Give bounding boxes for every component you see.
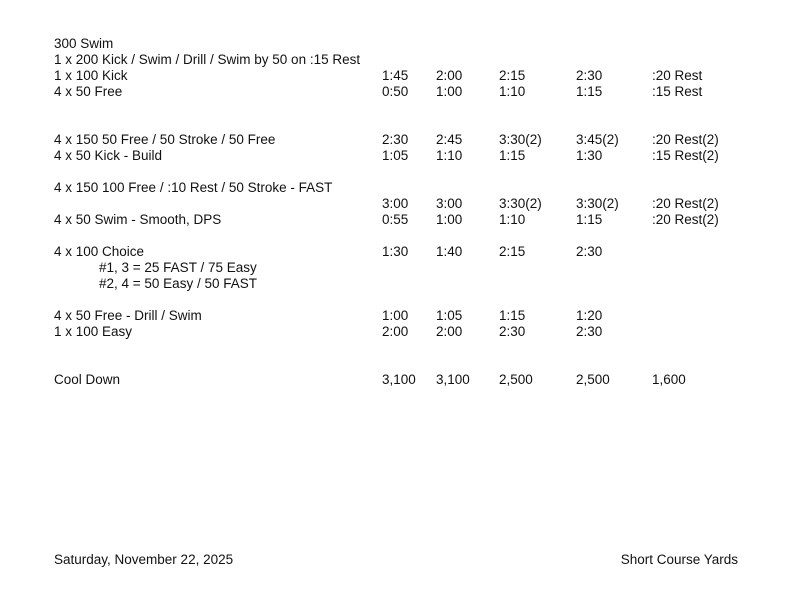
interval-col-1: 0:55	[382, 212, 409, 227]
row-description: 4 x 150 50 Free / 50 Stroke / 50 Free	[54, 132, 276, 147]
interval-col-4: 1:15	[576, 84, 603, 99]
interval-col-1: 1:45	[382, 68, 409, 83]
interval-col-3: 1:10	[499, 84, 526, 99]
interval-col-2: 2:00	[436, 68, 463, 83]
row-description: #1, 3 = 25 FAST / 75 Easy	[99, 260, 257, 275]
workout-row	[0, 212, 792, 228]
row-description: 4 x 50 Swim - Smooth, DPS	[54, 212, 222, 227]
workout-row	[0, 180, 792, 196]
interval-col-2: 2:45	[436, 132, 463, 147]
interval-col-2: 3:00	[436, 196, 463, 211]
workout-row	[0, 36, 792, 52]
interval-col-3: 3:30(2)	[499, 132, 542, 147]
row-description: 4 x 50 Free - Drill / Swim	[54, 308, 202, 323]
workout-row	[0, 324, 792, 340]
workout-row	[0, 244, 792, 260]
interval-col-3: 2:30	[499, 324, 526, 339]
interval-col-4: 1:20	[576, 308, 603, 323]
row-description: 4 x 150 100 Free / :10 Rest / 50 Stroke - FAST	[54, 180, 333, 195]
total-col-4: 2,500	[576, 372, 610, 387]
interval-col-1: 1:00	[382, 308, 409, 323]
interval-col-5: :20 Rest(2)	[652, 212, 719, 227]
interval-col-5: :15 Rest(2)	[652, 148, 719, 163]
row-description: 4 x 50 Kick - Build	[54, 148, 163, 163]
interval-col-2: 1:05	[436, 308, 463, 323]
total-col-1: 3,100	[382, 372, 416, 387]
workout-row	[0, 196, 792, 212]
workout-row	[0, 148, 792, 164]
interval-col-3: 3:30(2)	[499, 196, 542, 211]
row-description: #2, 4 = 50 Easy / 50 FAST	[99, 276, 257, 291]
interval-col-4: 2:30	[576, 324, 603, 339]
row-description: 300 Swim	[54, 36, 114, 51]
interval-col-2: 1:00	[436, 84, 463, 99]
interval-col-3: 2:15	[499, 244, 526, 259]
row-description: 4 x 50 Free	[54, 84, 123, 99]
interval-col-5: :20 Rest(2)	[652, 196, 719, 211]
row-description: 1 x 100 Kick	[54, 68, 128, 83]
interval-col-1: 2:00	[382, 324, 409, 339]
interval-col-4: 3:45(2)	[576, 132, 619, 147]
interval-col-1: 0:50	[382, 84, 409, 99]
footer-course-type: Short Course Yards	[620, 552, 738, 567]
interval-col-2: 2:00	[436, 324, 463, 339]
footer-date: Saturday, November 22, 2025	[54, 552, 234, 567]
total-col-5: 1,600	[652, 372, 686, 387]
row-description: Cool Down	[54, 372, 121, 387]
interval-col-3: 1:10	[499, 212, 526, 227]
row-description: 1 x 200 Kick / Swim / Drill / Swim by 50 on :15 Rest	[54, 52, 361, 67]
interval-col-3: 1:15	[499, 148, 526, 163]
workout-row	[0, 276, 792, 292]
workout-row	[0, 372, 792, 388]
total-col-2: 3,100	[436, 372, 470, 387]
interval-col-3: 2:15	[499, 68, 526, 83]
interval-col-2: 1:40	[436, 244, 463, 259]
interval-col-4: 2:30	[576, 244, 603, 259]
interval-col-1: 1:30	[382, 244, 409, 259]
row-description: 4 x 100 Choice	[54, 244, 145, 259]
interval-col-5: :20 Rest(2)	[652, 132, 719, 147]
interval-col-4: 2:30	[576, 68, 603, 83]
interval-col-1: 1:05	[382, 148, 409, 163]
interval-col-4: 1:30	[576, 148, 603, 163]
interval-col-4: 1:15	[576, 212, 603, 227]
workout-row	[0, 132, 792, 148]
interval-col-2: 1:10	[436, 148, 463, 163]
workout-row	[0, 260, 792, 276]
workout-row	[0, 68, 792, 84]
interval-col-1: 2:30	[382, 132, 409, 147]
interval-col-4: 3:30(2)	[576, 196, 619, 211]
interval-col-1: 3:00	[382, 196, 409, 211]
row-description: 1 x 100 Easy	[54, 324, 133, 339]
interval-col-5: :20 Rest	[652, 68, 703, 83]
interval-col-3: 1:15	[499, 308, 526, 323]
total-col-3: 2,500	[499, 372, 533, 387]
workout-row	[0, 84, 792, 100]
interval-col-2: 1:00	[436, 212, 463, 227]
workout-row	[0, 52, 792, 68]
interval-col-5: :15 Rest	[652, 84, 703, 99]
workout-row	[0, 308, 792, 324]
